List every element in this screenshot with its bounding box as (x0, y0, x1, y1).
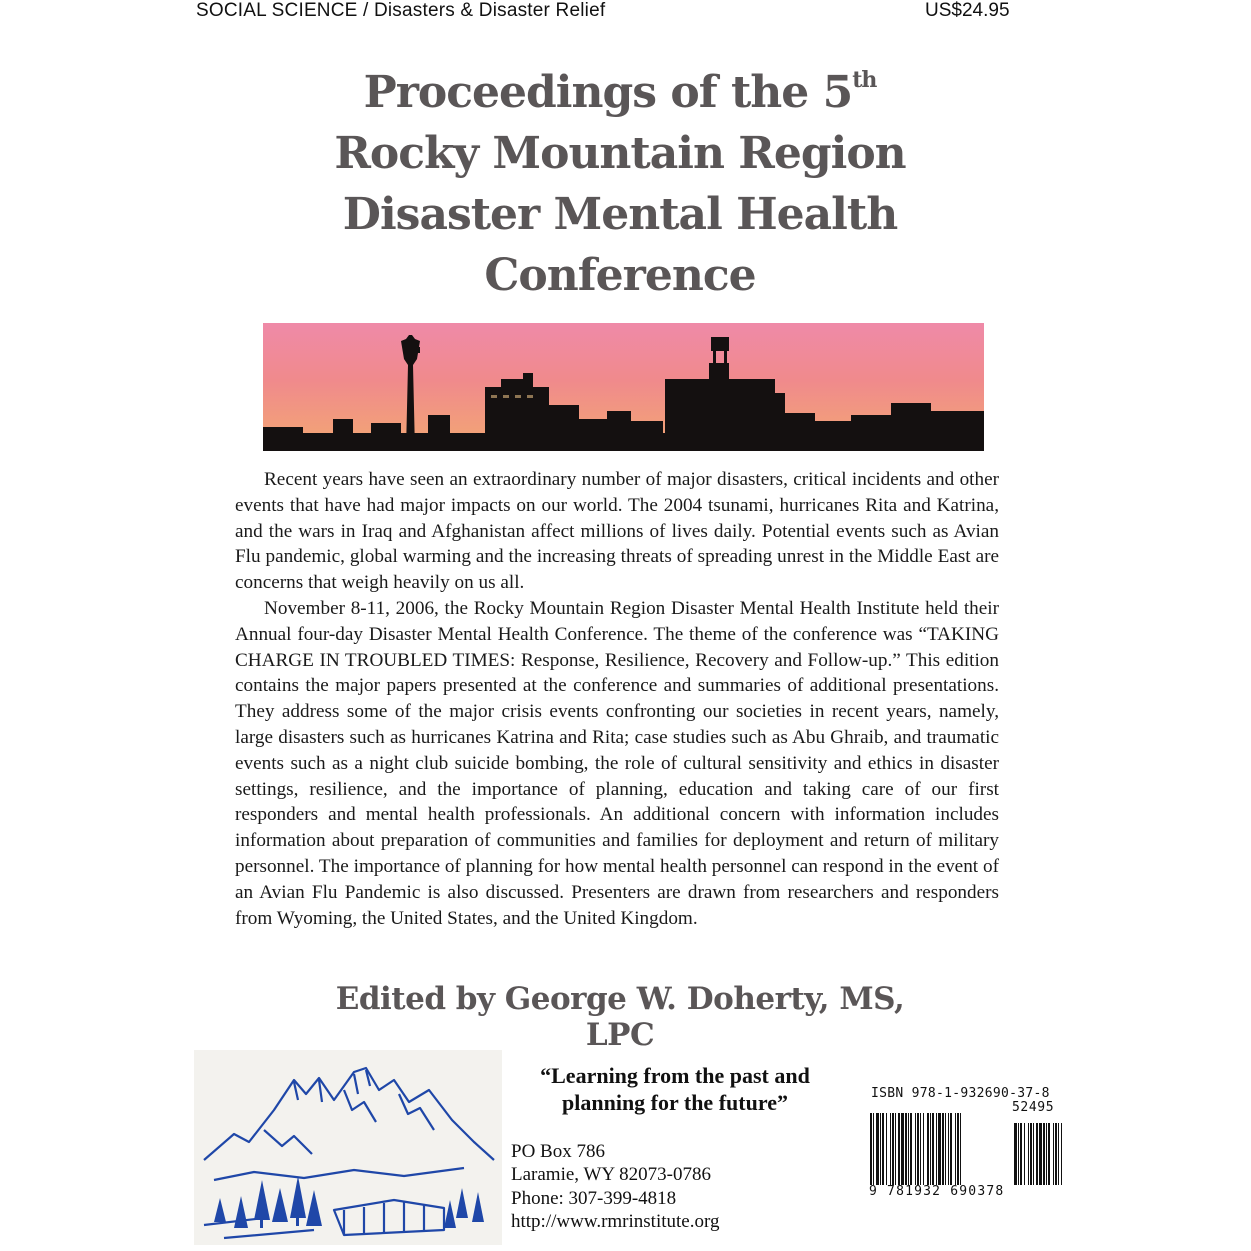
barcode-bar (890, 1113, 891, 1185)
price-barcode-bar (1058, 1123, 1059, 1185)
isbn-barcode (864, 1113, 1066, 1185)
barcode-bar (901, 1113, 904, 1185)
price-barcode-bar (1043, 1123, 1045, 1185)
barcode-bar (870, 1113, 872, 1185)
description-text (235, 467, 999, 931)
barcode-bar (873, 1113, 874, 1185)
price-barcode-bar (1018, 1123, 1019, 1185)
address-website: http://www.rmrinstitute.org (511, 1210, 720, 1232)
barcode-bar (895, 1113, 896, 1185)
tagline-line-2: planning for the future” (562, 1090, 788, 1115)
skyline-photo (263, 323, 984, 451)
price-barcode-bar (1048, 1123, 1050, 1185)
price-barcode-bar (1024, 1123, 1025, 1185)
barcode-bar (948, 1113, 949, 1185)
price-barcode-bar (1033, 1123, 1034, 1185)
barcode-bar (932, 1113, 934, 1185)
address-city: Laramie, WY 82073-0786 (511, 1164, 711, 1186)
barcode-bar (938, 1113, 941, 1185)
isbn-label: ISBN 978-1-932690-37-8 (871, 1086, 1050, 1101)
price-barcode-bar (1055, 1123, 1057, 1185)
tagline (520, 1062, 830, 1116)
price-label: US$24.95 (925, 0, 1010, 21)
price-barcode-bar (1061, 1123, 1062, 1185)
barcode-bar (898, 1113, 900, 1185)
publisher-logo (194, 1050, 502, 1245)
description-paragraph-1: Recent years have seen an extraordinary number of major disasters, critical incidents and other events that have had major impacts on our world. The 2004 tsunami, hurricanes Rita and Katrina, and the wars in Iraq and Afghanistan affect millions of lives daily. Potential events such as Avian Flu pandemic, global warming and the increasing threats of spreading unrest in the Middle East are concerns that weigh heavily on us all. (235, 469, 999, 594)
barcode-bar (886, 1113, 887, 1185)
tagline-line-1: “Learning from the past and (540, 1063, 810, 1088)
title-line-1: Proceedings of the 5th (363, 67, 877, 118)
price-barcode-bar (1028, 1123, 1029, 1185)
price-barcode-bar (1046, 1123, 1047, 1185)
title-superscript: th (852, 67, 877, 93)
book-title (300, 62, 940, 306)
editor-credit: Edited by George W. Doherty, MS, LPC (335, 981, 905, 1053)
barcode-bar (927, 1113, 929, 1185)
barcode-bar (910, 1113, 912, 1185)
barcode-bar (915, 1113, 916, 1185)
price-barcode-bar (1053, 1123, 1054, 1185)
barcode-bar (930, 1113, 931, 1185)
address-phone: Phone: 307-399-4818 (511, 1187, 677, 1209)
barcode-bar (950, 1113, 952, 1185)
barcode-bar (923, 1113, 924, 1185)
barcode-bar (942, 1113, 944, 1185)
barcode-bar (945, 1113, 946, 1185)
barcode-bar (880, 1113, 881, 1185)
barcode-bar (917, 1113, 919, 1185)
barcode-number: 9 781932 690378 (869, 1184, 1005, 1199)
title-line-2: Rocky Mountain Region (334, 128, 906, 179)
title-line-4: Conference (484, 250, 756, 301)
barcode-bar (905, 1113, 907, 1185)
price-barcode-bar (1030, 1123, 1032, 1185)
category-label: SOCIAL SCIENCE / Disasters & Disaster Relief (196, 0, 606, 21)
barcode-bar (908, 1113, 909, 1185)
description-paragraph-2: November 8-11, 2006, the Rocky Mountain Region Disaster Mental Health Institute held their Annual four-day Disaster Mental Health Conference. The theme of the conference was “TAKING CHARGE IN TROUBLED TIMES: Response, Resilience, Recovery and Follow-up.” This edition contains the major papers presented at the conference and summaries of additional presentations. They address some of the major crisis events confronting our societies in recent years, namely, large disasters such as hurricanes Katrina and Rita; case studies such as Abu Ghraib, and traumatic events such as a night club suicide bombing, the role of cultural sensitivity and ethics in disaster settings, resilience, and the importance of planning, education and taking care of our first responders and mental health professionals. An additional concern with information includes information about preparation of communities and families for deployment and return of military personnel. The importance of planning for how mental health personnel can respond in the event of an Avian Flu Pandemic is also discussed. Presenters are drawn from researchers and responders from Wyoming, the United States, and the United Kingdom. (235, 597, 999, 929)
price-barcode-bar (1014, 1123, 1017, 1185)
price-barcode-bar (1039, 1123, 1042, 1185)
barcode-bar (876, 1113, 879, 1185)
price-barcode-bar (1036, 1123, 1038, 1185)
barcode-bar (957, 1113, 959, 1185)
barcode-bar (955, 1113, 956, 1185)
barcode-bar (960, 1113, 961, 1185)
barcode-bar (936, 1113, 937, 1185)
publisher-address (511, 1140, 719, 1233)
price-barcode-bar (1020, 1123, 1022, 1185)
price-code: 52495 (1012, 1100, 1055, 1115)
barcode-bar (920, 1113, 921, 1185)
title-line-3: Disaster Mental Health (342, 189, 898, 240)
barcode-bar (882, 1113, 884, 1185)
barcode-bar (892, 1113, 894, 1185)
address-po-box: PO Box 786 (511, 1141, 605, 1162)
